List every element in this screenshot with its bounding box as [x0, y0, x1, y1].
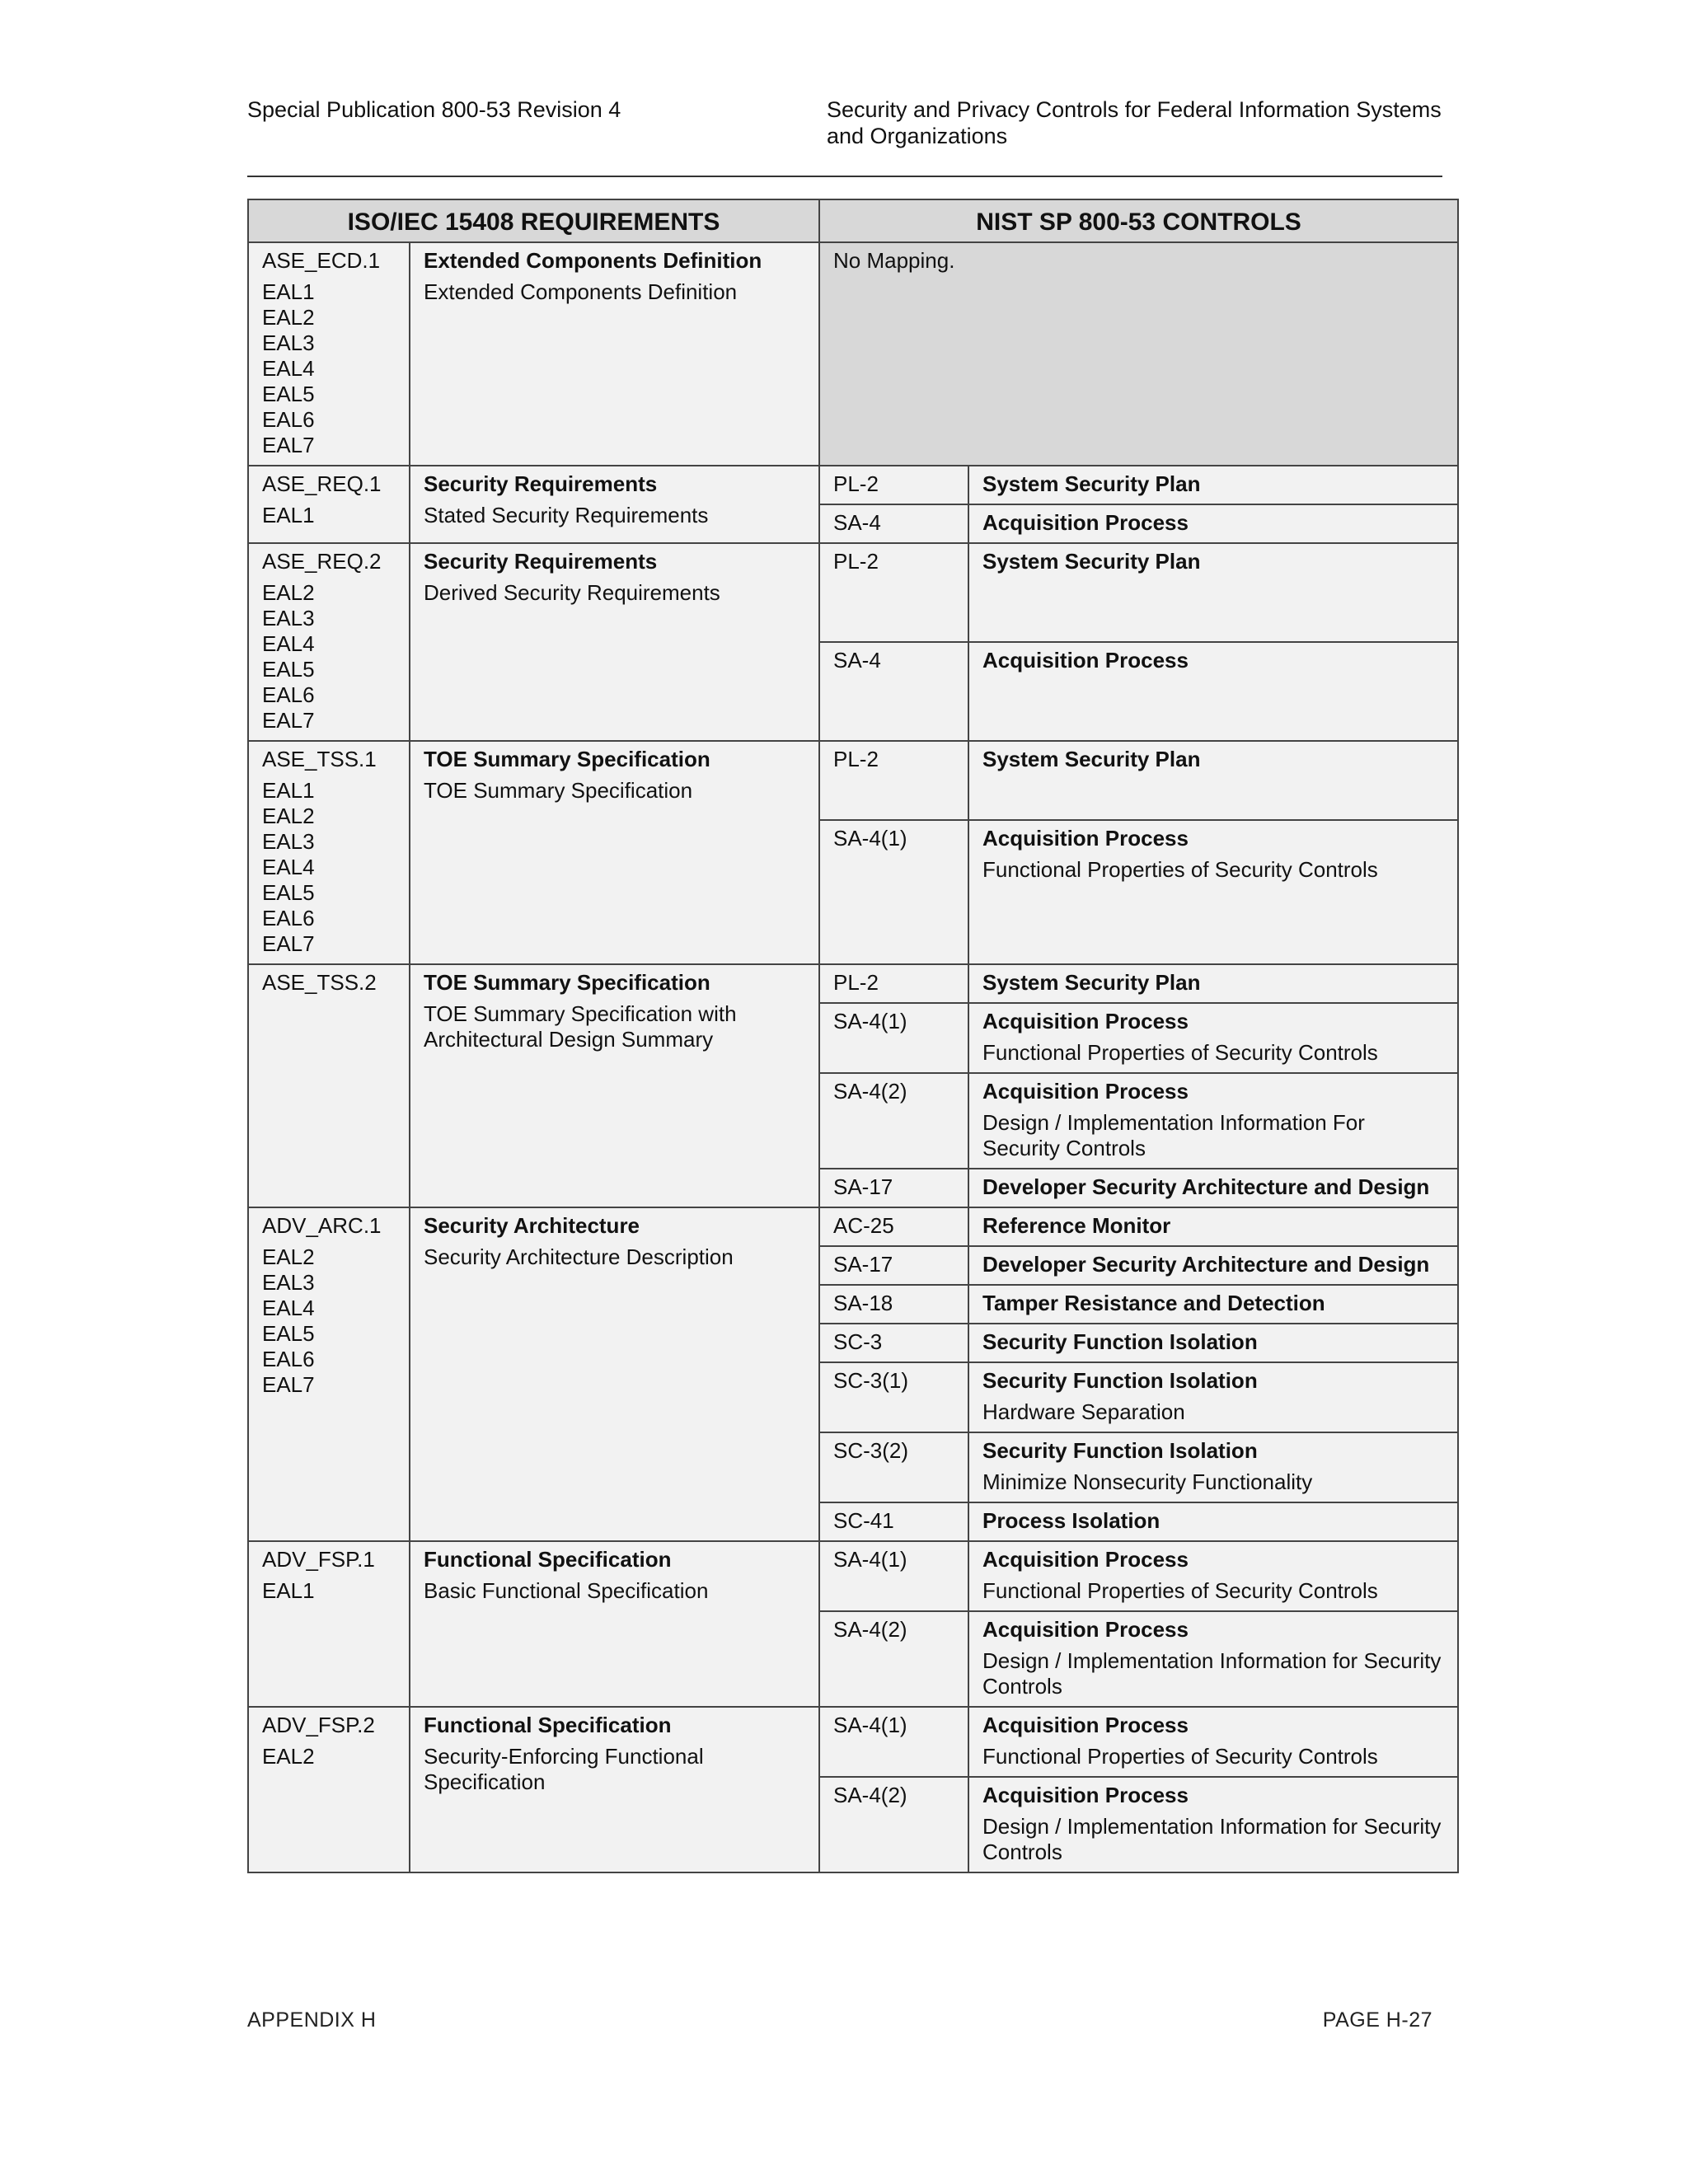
control-subtitle: Hardware Separation	[982, 1399, 1185, 1424]
eal-level: EAL7	[262, 708, 315, 733]
requirement-cell	[410, 964, 819, 1207]
control-title: Acquisition Process	[982, 1009, 1189, 1033]
control-name-cell	[968, 964, 1458, 1003]
control-title: System Security Plan	[982, 549, 1201, 574]
requirement-title: Functional Specification	[424, 1547, 672, 1572]
requirement-id-cell	[248, 1541, 410, 1707]
eal-level: EAL3	[262, 1270, 315, 1295]
eal-list	[262, 580, 396, 733]
eal-level: EAL7	[262, 433, 315, 457]
eal-level: EAL1	[262, 778, 315, 803]
control-code-cell	[819, 1707, 968, 1777]
control-subtitle: Minimize Nonsecurity Functionality	[982, 1469, 1313, 1494]
control-title: Acquisition Process	[982, 1617, 1189, 1642]
control-code-cell	[819, 466, 968, 504]
footer-appendix: APPENDIX H	[247, 2008, 377, 2032]
requirement-id: ASE_REQ.1	[262, 471, 382, 496]
control-title: Acquisition Process	[982, 1783, 1189, 1807]
requirement-id: ASE_TSS.1	[262, 747, 377, 771]
requirement-title: Extended Components Definition	[424, 248, 762, 273]
control-code-cell	[819, 642, 968, 741]
control-code: SA-4(1)	[833, 1547, 907, 1572]
requirement-description: Basic Functional Specification	[424, 1578, 709, 1603]
requirement-title: Functional Specification	[424, 1713, 672, 1737]
table-row	[248, 466, 1458, 504]
control-code-cell	[819, 820, 968, 964]
header-rule	[247, 176, 1442, 177]
control-code: SA-4(1)	[833, 1009, 907, 1033]
requirement-description: TOE Summary Specification	[424, 778, 693, 803]
eal-level: EAL4	[262, 1296, 315, 1320]
control-subtitle: Design / Implementation Information For Security Controls	[982, 1110, 1365, 1160]
control-code-cell	[819, 1207, 968, 1246]
control-code: SC-3(1)	[833, 1368, 909, 1393]
no-mapping-cell	[819, 242, 1458, 466]
requirement-id: ASE_REQ.2	[262, 549, 382, 574]
requirement-description: Extended Components Definition	[424, 279, 738, 304]
control-code-cell	[819, 1541, 968, 1611]
control-code-cell	[819, 543, 968, 642]
control-name-cell	[968, 543, 1458, 642]
eal-level: EAL6	[262, 906, 315, 930]
control-title: Process Isolation	[982, 1508, 1160, 1533]
table-row	[248, 964, 1458, 1003]
requirement-title: TOE Summary Specification	[424, 970, 710, 995]
eal-level: EAL4	[262, 855, 315, 879]
requirement-id-cell	[248, 1207, 410, 1541]
header-title: Security and Privacy Controls for Federal Information Systems and Organizations	[827, 97, 1442, 148]
control-name-cell	[968, 1285, 1458, 1324]
requirement-title: TOE Summary Specification	[424, 747, 710, 771]
control-code-cell	[819, 1003, 968, 1073]
eal-level: EAL3	[262, 330, 315, 355]
control-code-cell	[819, 741, 968, 820]
mapping-table	[247, 199, 1459, 1873]
control-subtitle: Functional Properties of Security Controls	[982, 1040, 1378, 1065]
control-name-cell	[968, 1541, 1458, 1611]
table-row	[248, 242, 1458, 466]
control-code-cell	[819, 1169, 968, 1207]
eal-level: EAL4	[262, 356, 315, 381]
requirement-id: ASE_TSS.2	[262, 970, 377, 995]
requirement-title: Security Requirements	[424, 471, 658, 496]
control-name-cell	[968, 820, 1458, 964]
control-title: Acquisition Process	[982, 648, 1189, 673]
control-name-cell	[968, 642, 1458, 741]
eal-level: EAL2	[262, 804, 315, 828]
table-row	[248, 741, 1458, 820]
control-code: PL-2	[833, 549, 879, 574]
eal-level: EAL6	[262, 407, 315, 432]
control-title: System Security Plan	[982, 970, 1201, 995]
control-subtitle: Functional Properties of Security Controls	[982, 857, 1378, 883]
control-code: PL-2	[833, 471, 879, 496]
requirement-title: Security Requirements	[424, 549, 658, 574]
eal-level: EAL6	[262, 682, 315, 707]
requirement-cell	[410, 466, 819, 543]
eal-level: EAL5	[262, 382, 315, 406]
control-code: AC-25	[833, 1213, 894, 1238]
table-row	[248, 1207, 1458, 1246]
control-code-cell	[819, 1362, 968, 1432]
eal-list	[262, 1744, 396, 1769]
eal-list	[262, 279, 396, 458]
control-title: Acquisition Process	[982, 1079, 1189, 1104]
control-name-cell	[968, 1003, 1458, 1073]
requirement-id-cell	[248, 543, 410, 741]
table-row	[248, 1541, 1458, 1611]
eal-level: EAL5	[262, 1321, 315, 1346]
eal-level: EAL5	[262, 657, 315, 682]
eal-list	[262, 1244, 396, 1398]
control-title: System Security Plan	[982, 747, 1201, 771]
control-name-cell	[968, 1246, 1458, 1285]
requirement-cell	[410, 1207, 819, 1541]
eal-level: EAL2	[262, 1744, 315, 1769]
control-title: Tamper Resistance and Detection	[982, 1291, 1325, 1315]
requirement-title: Security Architecture	[424, 1213, 640, 1238]
eal-level: EAL1	[262, 1578, 315, 1603]
eal-list	[262, 1578, 396, 1604]
control-name-cell	[968, 1777, 1458, 1872]
control-subtitle: Functional Properties of Security Controls	[982, 1578, 1378, 1603]
control-title: Security Function Isolation	[982, 1329, 1258, 1354]
control-title: Reference Monitor	[982, 1213, 1171, 1238]
control-subtitle: Design / Implementation Information for Security Controls	[982, 1814, 1442, 1864]
control-title: Developer Security Architecture and Design	[982, 1174, 1430, 1199]
control-title: Acquisition Process	[982, 510, 1189, 535]
requirement-id-cell	[248, 466, 410, 543]
requirement-id: ADV_FSP.1	[262, 1547, 375, 1572]
control-code-cell	[819, 1777, 968, 1872]
requirement-id: ADV_ARC.1	[262, 1213, 382, 1238]
table-body	[248, 242, 1458, 1872]
control-subtitle: Functional Properties of Security Controls	[982, 1744, 1378, 1769]
control-title: Acquisition Process	[982, 826, 1189, 851]
control-code: SC-3	[833, 1329, 883, 1354]
control-code: SA-17	[833, 1174, 893, 1199]
eal-level: EAL4	[262, 631, 315, 656]
control-subtitle: Design / Implementation Information for Security Controls	[982, 1648, 1442, 1699]
control-name-cell	[968, 1611, 1458, 1707]
requirement-id-cell	[248, 1707, 410, 1872]
eal-level: EAL3	[262, 606, 315, 630]
control-name-cell	[968, 1502, 1458, 1541]
control-code: SA-4(2)	[833, 1783, 907, 1807]
requirement-cell	[410, 242, 819, 466]
column-header-iso: ISO/IEC 15408 REQUIREMENTS	[248, 199, 819, 242]
control-code: SA-4	[833, 648, 881, 673]
requirement-description: Derived Security Requirements	[424, 580, 720, 605]
control-name-cell	[968, 1324, 1458, 1362]
control-name-cell	[968, 1169, 1458, 1207]
eal-list	[262, 503, 396, 528]
requirement-id-cell	[248, 741, 410, 964]
control-name-cell	[968, 741, 1458, 820]
requirement-cell	[410, 1707, 819, 1872]
no-mapping-text: No Mapping.	[833, 248, 955, 273]
control-name-cell	[968, 504, 1458, 543]
eal-level: EAL7	[262, 1372, 315, 1397]
control-title: Security Function Isolation	[982, 1368, 1258, 1393]
control-code: SA-4(1)	[833, 1713, 907, 1737]
control-code-cell	[819, 1324, 968, 1362]
requirement-id-cell	[248, 964, 410, 1207]
control-code-cell	[819, 1611, 968, 1707]
requirement-cell	[410, 1541, 819, 1707]
control-code: SC-3(2)	[833, 1438, 909, 1463]
control-title: Acquisition Process	[982, 1713, 1189, 1737]
control-code: SA-18	[833, 1291, 893, 1315]
control-name-cell	[968, 1432, 1458, 1502]
table-row	[248, 543, 1458, 642]
eal-level: EAL6	[262, 1347, 315, 1371]
eal-level: EAL7	[262, 931, 315, 956]
eal-list	[262, 778, 396, 957]
eal-level: EAL2	[262, 1244, 315, 1269]
header-publication: Special Publication 800-53 Revision 4	[247, 97, 621, 122]
requirement-description: Security-Enforcing Functional Specification	[424, 1744, 704, 1794]
control-code-cell	[819, 504, 968, 543]
eal-level: EAL2	[262, 580, 315, 605]
control-name-cell	[968, 1207, 1458, 1246]
control-code-cell	[819, 1285, 968, 1324]
requirement-description: Stated Security Requirements	[424, 503, 709, 527]
requirement-id: ADV_FSP.2	[262, 1713, 375, 1737]
control-name-cell	[968, 1073, 1458, 1169]
control-code: SA-4	[833, 510, 881, 535]
footer-page-number: PAGE H-27	[1322, 2008, 1432, 2032]
requirement-description: Security Architecture Description	[424, 1244, 734, 1269]
control-name-cell	[968, 1362, 1458, 1432]
control-code-cell	[819, 1073, 968, 1169]
requirement-id: ASE_ECD.1	[262, 248, 381, 273]
control-title: Security Function Isolation	[982, 1438, 1258, 1463]
control-code-cell	[819, 964, 968, 1003]
control-code: SA-4(2)	[833, 1079, 907, 1104]
control-code: PL-2	[833, 747, 879, 771]
column-header-nist: NIST SP 800-53 CONTROLS	[819, 199, 1458, 242]
eal-level: EAL1	[262, 279, 315, 304]
eal-level: EAL5	[262, 880, 315, 905]
control-title: Developer Security Architecture and Design	[982, 1252, 1430, 1277]
table-row	[248, 1707, 1458, 1777]
control-name-cell	[968, 1707, 1458, 1777]
control-code: SA-4(1)	[833, 826, 907, 851]
control-code: SA-17	[833, 1252, 893, 1277]
control-code-cell	[819, 1246, 968, 1285]
eal-level: EAL2	[262, 305, 315, 330]
requirement-cell	[410, 543, 819, 741]
requirement-cell	[410, 741, 819, 964]
control-code: SC-41	[833, 1508, 894, 1533]
control-code-cell	[819, 1502, 968, 1541]
table-header-row	[248, 199, 1458, 242]
control-code: PL-2	[833, 970, 879, 995]
requirement-description: TOE Summary Specification with Architectural Design Summary	[424, 1001, 737, 1052]
control-title: System Security Plan	[982, 471, 1201, 496]
control-name-cell	[968, 466, 1458, 504]
eal-level: EAL3	[262, 829, 315, 854]
eal-level: EAL1	[262, 503, 315, 527]
control-code-cell	[819, 1432, 968, 1502]
control-code: SA-4(2)	[833, 1617, 907, 1642]
control-title: Acquisition Process	[982, 1547, 1189, 1572]
requirement-id-cell	[248, 242, 410, 466]
